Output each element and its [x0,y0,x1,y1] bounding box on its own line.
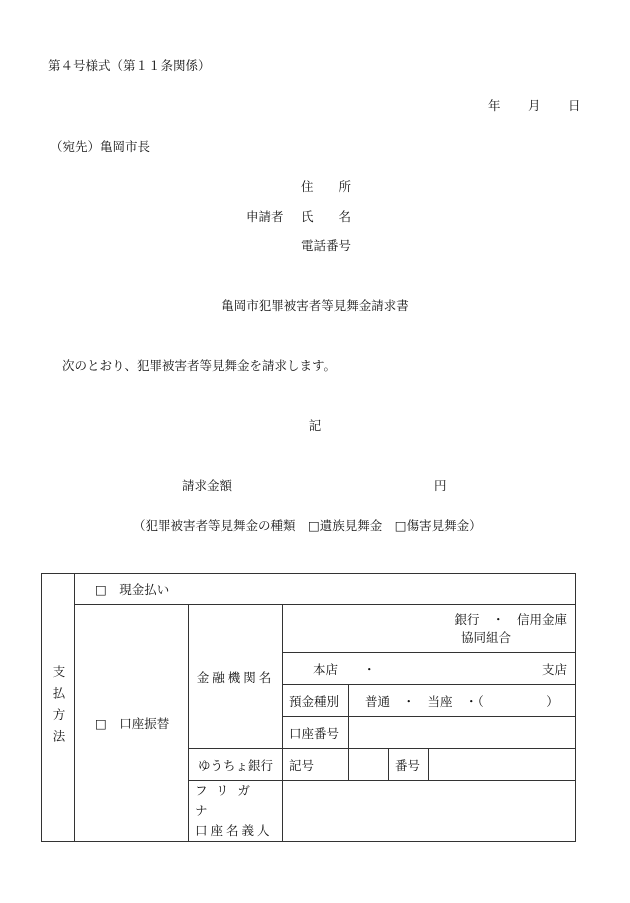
main-branch-label: 本店 ・ [313,661,376,677]
address-label: 住 所 [301,179,352,194]
institution-label: 金融機関名 [189,605,283,749]
transfer-option[interactable]: □ 口座振替 [75,605,189,842]
holder-label-cell [189,781,283,842]
payment-method-label: 支払方法 [51,664,66,751]
holder-label: 口座名義人 [195,823,273,838]
number-field[interactable] [429,749,576,781]
claim-type-line: （犯罪被害者等見舞金の種類 □遺族見舞金 □傷害見舞金） [133,518,482,533]
claim-amount-label: 請求金額 [182,478,233,493]
date-year-label: 年 [488,98,501,113]
holder-name-field[interactable] [283,781,576,842]
currency-label: 円 [434,478,447,493]
body-text: 次のとおり、犯罪被害者等見舞金を請求します。 [62,358,337,373]
payment-table [41,573,576,842]
form-number: 第４号様式（第１１条関係） [48,58,211,73]
branch-label: 支店 [541,661,567,677]
symbol-label: 記号 [283,749,349,781]
addressee: （宛先）亀岡市長 [50,139,151,154]
account-number-field[interactable] [349,717,576,749]
account-number-label: 口座番号 [283,717,349,749]
number-label: 番号 [389,749,429,781]
cash-option[interactable]: □ 現金払い [75,574,576,605]
deposit-type-label: 預金種別 [283,685,349,717]
deposit-type-options[interactable]: 普通 ・ 当座 ・（ ） [349,685,576,717]
yucho-label: ゆうちょ銀行 [189,749,283,781]
institution-field[interactable] [283,605,576,653]
ki-heading: 記 [308,418,322,433]
furigana-label: フリガナ [195,783,259,818]
document-title: 亀岡市犯罪被害者等見舞金請求書 [221,298,409,313]
payment-method-cell [42,574,75,842]
date-month-label: 月 [528,98,541,113]
applicant-label: 申請者 [246,209,284,224]
bank-types-line2: 協同組合 [461,629,512,645]
symbol-field[interactable] [349,749,389,781]
branch-field[interactable] [283,653,576,685]
date-day-label: 日 [568,98,581,113]
phone-label: 電話番号 [301,238,352,253]
bank-types-line1: 銀行 ・ 信用金庫 [454,611,567,627]
name-label: 氏 名 [301,209,352,224]
